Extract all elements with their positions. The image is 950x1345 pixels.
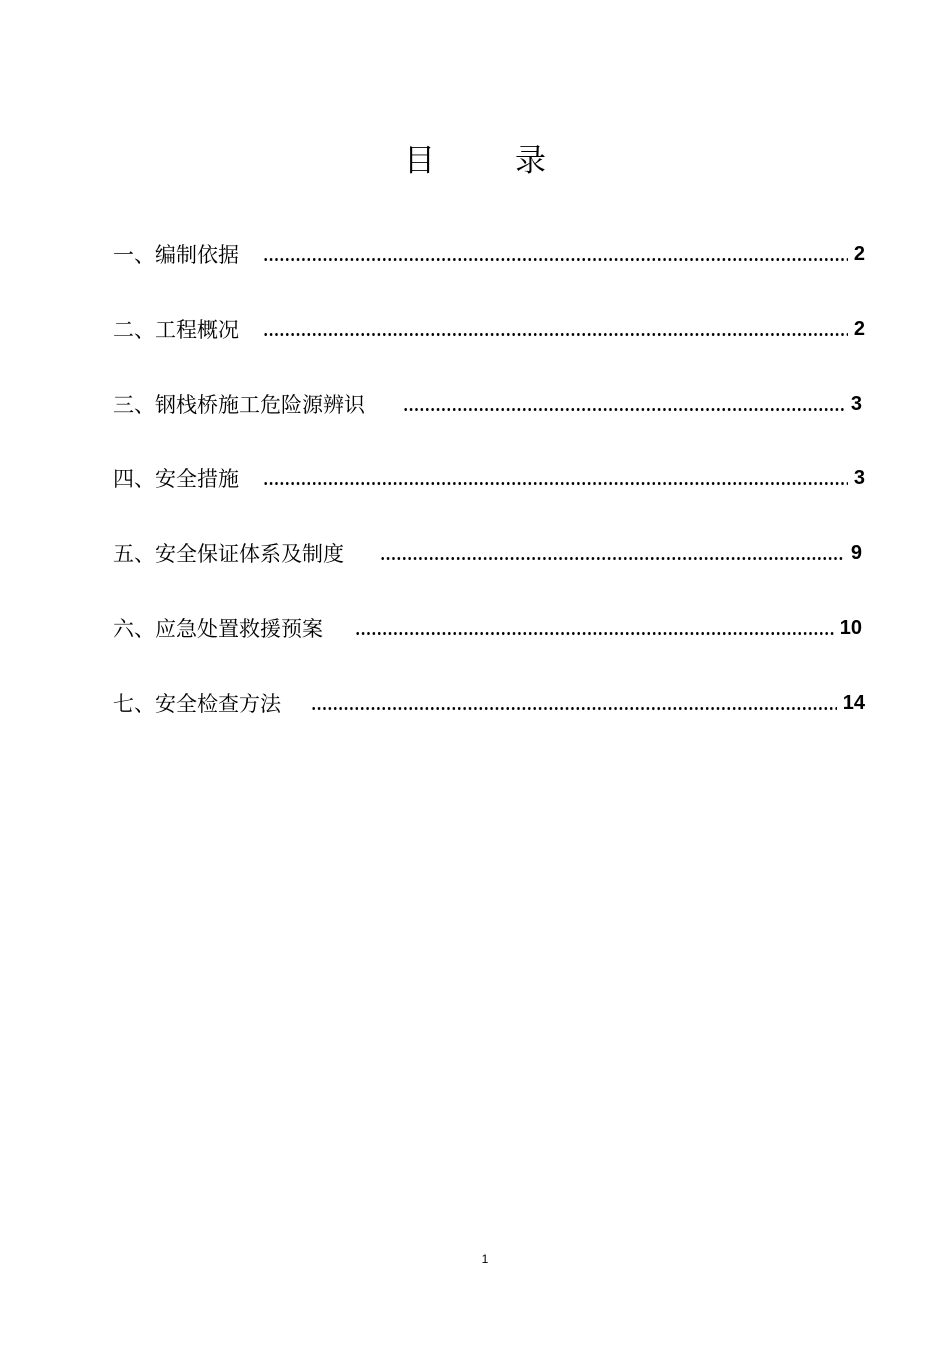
- toc-item[interactable]: [113, 613, 862, 643]
- toc-item-label: 四、安全措施: [113, 467, 239, 491]
- toc-item-page: 3: [850, 392, 862, 415]
- toc-item[interactable]: [113, 239, 865, 269]
- toc-item-page: 9: [850, 541, 862, 564]
- dot-leader: [263, 258, 848, 261]
- toc-item-page: 2: [853, 242, 865, 265]
- dot-leader: [380, 557, 845, 560]
- toc-item-label: 二、工程概况: [113, 318, 239, 342]
- toc-item-label: 七、安全检查方法: [113, 692, 281, 716]
- toc-item-label: 一、编制依据: [113, 243, 239, 267]
- dot-leader: [311, 707, 837, 710]
- page-number: 1: [481, 1252, 489, 1266]
- title-char: 目: [404, 142, 435, 179]
- dot-leader: [263, 333, 848, 336]
- title-char: 录: [515, 142, 546, 179]
- dot-leader: [263, 482, 848, 485]
- toc-item-page: 14: [842, 691, 865, 714]
- page-title: [0, 132, 950, 182]
- toc-item[interactable]: [113, 688, 865, 718]
- toc-item-label: 五、安全保证体系及制度: [113, 542, 344, 566]
- toc-item[interactable]: [113, 389, 862, 419]
- toc-item-page: 10: [839, 616, 862, 639]
- toc-item-page: 2: [853, 317, 865, 340]
- toc-item-page: 3: [853, 466, 865, 489]
- toc-item-label: 六、应急处置救援预案: [113, 617, 323, 641]
- toc-item[interactable]: [113, 463, 865, 493]
- dot-leader: [403, 408, 845, 411]
- toc-item-label: 三、钢栈桥施工危险源辨识: [113, 393, 365, 417]
- dot-leader: [355, 632, 834, 635]
- toc-item[interactable]: [113, 538, 862, 568]
- toc-item[interactable]: [113, 314, 865, 344]
